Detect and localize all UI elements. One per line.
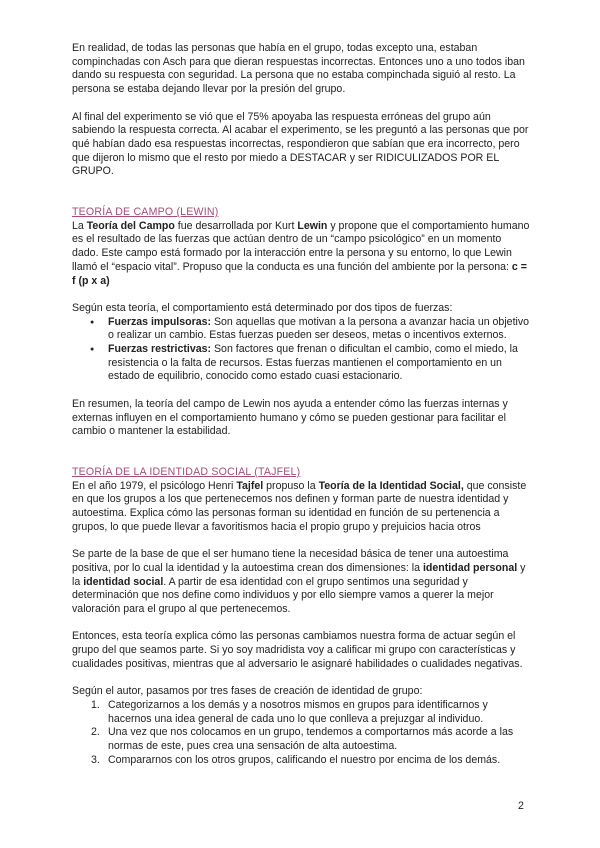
lewin-paragraph-1 <box>72 220 530 289</box>
text-run: En el año 1979, el psicólogo Henri <box>72 479 237 492</box>
bold-term: Fuerzas impulsoras: <box>108 315 212 328</box>
bold-term: Teoría del Campo <box>86 219 175 232</box>
text-run: Una vez que nos colocamos en un grupo, tendemos a comportarnos más acorde a las normas de este, pues crea una sensación de alta autoestima. <box>108 726 514 752</box>
forces-list <box>72 316 530 385</box>
text-run: Se parte de la base de que el ser humano tiene la necesidad básica de tener una autoestima positiva, por lo cual la identidad y la autoestima crean dos dimensiones: la <box>72 548 509 574</box>
text-run: Son aquellas que motivan a la persona a avanzar hacia un objetivo o realizar un cambio. Estas fuerzas pueden ser deseos, metas o incentivos externos. <box>108 315 530 342</box>
phases-list <box>72 699 530 768</box>
page-number: 2 <box>518 800 524 812</box>
bold-term: Lewin <box>297 219 328 232</box>
lewin-paragraph-3: En resumen, la teoría del campo de Lewin nos ayuda a entender cómo las fuerzas internas y externas influyen en el comportamiento humano y cómo se pueden gestionar para facilitar el cambio o mantener la estabilidad. <box>72 397 508 438</box>
document-page <box>72 42 530 767</box>
tajfel-paragraph-1 <box>72 480 530 535</box>
list-item <box>72 754 530 768</box>
text-run: fue desarrollada por Kurt <box>174 219 298 232</box>
list-number: 1. <box>91 698 100 711</box>
bold-term: identidad social <box>83 575 164 588</box>
intro-paragraph-1: En realidad, de todas las personas que había en el grupo, todas excepto una, estaban compinchadas con Asch para que dieran respuestas incorrectas. Entonces uno a uno todos iban dando su respuesta con seguridad. La persona que no estaba compinchada siguió al resto. La persona se estaba dejando llevar por la presión del grupo. <box>72 42 525 96</box>
list-item <box>72 699 530 726</box>
text-run: que consiste en que los grupos a los que pertenecemos nos definen y forman parte de nuestra identidad y autoestima. Explica cómo las personas forman su identidad en función de su pertenencia a grupos, lo que puede llevar a favoritismos hacia el propio grupo y prejuicios hacia otros <box>72 479 527 533</box>
text-run: propuso la <box>263 479 319 492</box>
bold-term: Fuerzas restrictivas: <box>108 343 212 356</box>
bold-term: identidad personal <box>422 561 518 574</box>
list-item <box>72 316 530 343</box>
intro-paragraph-2: Al final del experimento se vió que el 75% apoyaba las respuesta erróneas del grupo aún sabiendo la respuesta correcta. Al acabar el experimento, se les preguntó a las personas que por qué habían dado esa respuestas incorrectas, respondieron que sabían que era incorrecto, pero que dijeron lo mismo que el resto por miedo a DESTACAR y ser RIDICULIZADOS POR EL GRUPO. <box>72 110 529 178</box>
text-run: y la <box>72 561 526 588</box>
tajfel-heading: TEORÍA DE LA IDENTIDAD SOCIAL (TAJFEL) <box>72 465 301 478</box>
tajfel-paragraph-4: Según el autor, pasamos por tres fases de creación de identidad de grupo: <box>72 685 423 698</box>
text-run: . A partir de esa identidad con el grupo sentimos una seguridad y determinación que nos define como individuos y por ello siempre vamos a querer la mejor valoración para el grupo al que pertenecemos. <box>72 575 494 615</box>
lewin-paragraph-2: Según esta teoría, el comportamiento está determinado por dos tipos de fuerzas: <box>72 301 453 314</box>
list-number: 3. <box>91 753 100 766</box>
formula: c = f (p x a) <box>72 260 527 287</box>
bold-term: Tajfel <box>236 479 264 492</box>
tajfel-paragraph-3: Entonces, esta teoría explica cómo las personas cambiamos nuestra forma de actuar según el grupo del que seamos parte. Si yo soy madridista voy a calificar mi grupo con características y cualidades positivas, mientras que al adversario le asignaré habilidades o cualidades negativas. <box>72 630 523 670</box>
list-item <box>72 343 530 384</box>
bold-term: Teoría de la Identidad Social, <box>318 479 464 492</box>
text-run: Son factores que frenan o dificultan el cambio, como el miedo, la resistencia o la falta de recursos. Estas fuerzas mantienen el comportamiento en un estado de equilibrio, conocido como estado cuasi estacionario. <box>108 343 518 383</box>
lewin-heading: TEORÍA DE CAMPO (LEWIN) <box>72 206 219 219</box>
text-run: Compararnos con los otros grupos, calificando el nuestro por encima de los demás. <box>108 753 501 766</box>
list-item <box>72 726 530 753</box>
tajfel-paragraph-2 <box>72 548 530 617</box>
list-number: 2. <box>91 726 100 739</box>
text-run: La <box>72 219 87 232</box>
text-run: Categorizarnos a los demás y a nosotros mismos en grupos para identificarnos y hacernos una idea general de cada uno lo que conlleva a prejuzgar al individuo. <box>108 698 488 725</box>
text-run: y propone que el comportamiento humano es el resultado de las fuerzas que actúan dentro de un “campo psicológico” en un momento dado. Este campo está formado por la interacción entre la persona y su entorno, lo que Lewin llamó el “espacio vital”. Propuso que la conducta es una función del ambiente por la persona: <box>72 219 530 273</box>
